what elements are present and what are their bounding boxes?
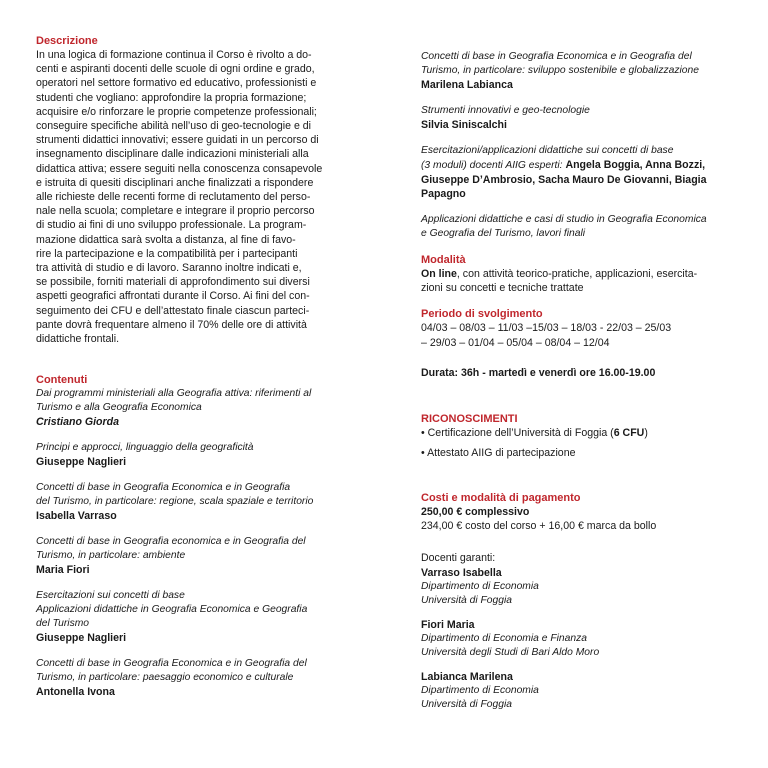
contenuti-heading: Contenuti (36, 374, 88, 387)
garante (421, 618, 733, 660)
descrizione-line: alle richieste delle recenti forme di reclutamento del perso- (36, 191, 311, 204)
course-module (36, 589, 350, 645)
periodo-heading: Periodo di svolgimento (421, 308, 543, 321)
course-module (36, 481, 350, 523)
descrizione-line: e istruita di quesiti disciplinari anche finalizzati a rispondere (36, 176, 314, 189)
module-teacher: Isabella Varraso (36, 510, 117, 523)
module-teacher: Giuseppe D’Ambrosio, Sacha Mauro De Giovanni, Biagia (421, 174, 707, 186)
descrizione-line: didattica attiva; essere seguiti nella conoscenza consapevole (36, 162, 323, 175)
left-column (36, 34, 350, 711)
garante-dept: Dipartimento di Economia (421, 580, 539, 592)
garante (421, 566, 733, 608)
module-teacher: Giuseppe Naglieri (36, 456, 127, 469)
cfu-value: 6 CFU (613, 427, 645, 440)
descrizione-line: aspetti geografici affrontati durante il Corso. Ai fini del con- (36, 290, 310, 303)
riconoscimenti-heading: RICONOSCIMENTI (421, 413, 518, 426)
course-module (36, 441, 350, 469)
module-topic: Strumenti innovativi e geo-tecnologie (421, 105, 590, 116)
descrizione-line: mazione didattica sarà svolta a distanza, al fine di favo- (36, 233, 296, 246)
module-topic: Esercitazioni/applicazioni didattiche sui concetti di base (421, 145, 674, 156)
garante (421, 670, 733, 712)
module-topic: (3 moduli) docenti AIIG esperti: (421, 160, 563, 171)
module-topic: del Turismo, in particolare: regione, scala spaziale e territorio (36, 496, 314, 508)
module-teacher: Marilena Labianca (421, 79, 513, 91)
riconoscimento-item: • Attestato AIIG di partecipazione (421, 446, 733, 461)
module-teacher: Papagno (421, 188, 466, 200)
module-teacher: Cristiano Giorda (36, 416, 119, 429)
module-topic: Principi e approcci, linguaggio della geograficità (36, 442, 254, 454)
module-topic: e Geografia del Turismo, lavori finali (421, 228, 586, 239)
module-topic: Dai programmi ministeriali alla Geografia attiva: riferimenti al (36, 388, 312, 400)
descrizione-line: strumenti didattici innovativi; essere guidati in un percorso di (36, 134, 319, 147)
module-topic: Turismo, in particolare: sviluppo sostenibile e globalizzazione (421, 65, 699, 76)
garanti-label: Docenti garanti: (421, 552, 496, 565)
periodo-dates (421, 321, 733, 349)
descrizione-line: conseguire specifiche abilità nell’uso di geo-tecnologie e di (36, 120, 312, 133)
module-teacher: Maria Fiori (36, 564, 90, 577)
descrizione-line: seguimento dei CFU e dell’attestato finale ciascun parteci- (36, 304, 310, 317)
descrizione-line: tra attività di studio e di lavoro. Saranno inoltre indicati e, (36, 262, 302, 275)
course-module (421, 144, 733, 201)
costi-detail: 234,00 € costo del corso + 16,00 € marca da bollo (421, 520, 657, 533)
descrizione-line: In una logica di formazione continua il Corso è rivolto a do- (36, 49, 312, 61)
garante-uni: Università degli Studi di Bari Aldo Moro (421, 646, 600, 658)
costi-heading: Costi e modalità di pagamento (421, 492, 581, 505)
durata-text: Durata: 36h - martedì e venerdì ore 16.00-19.00 (421, 366, 656, 379)
descrizione-line: studenti che vogliano: approfondire la propria formazione; (36, 91, 307, 104)
module-topic: Turismo, in particolare: ambiente (36, 550, 186, 562)
modalita-bold: On line (421, 268, 457, 280)
module-topic: Turismo e alla Geografia Economica (36, 402, 202, 414)
module-teacher: Silvia Siniscalchi (421, 119, 507, 131)
module-topic: Concetti di base in Geografia Economica e in Geografia del (421, 51, 692, 62)
module-topic: Concetti di base in Geografia Economica e in Geografia del (36, 658, 307, 670)
course-module (421, 104, 733, 132)
right-column (421, 50, 733, 724)
descrizione-line: rire la partecipazione e la compatibilità per i partecipanti (36, 247, 298, 260)
descrizione-line: acquisire e/o rinforzare le proprie competenze professionali; (36, 105, 317, 118)
course-module (36, 535, 350, 577)
garante-uni: Università di Foggia (421, 594, 512, 606)
course-module (421, 213, 733, 241)
module-topic: del Turismo (36, 618, 90, 630)
descrizione-line: centi e aspiranti docenti delle scuole di ogni ordine e grado, (36, 63, 315, 76)
periodo-line: – 29/03 – 01/04 – 05/04 – 08/04 – 12/04 (421, 336, 610, 349)
descrizione-line: operatori nel settore formativo ed educativo, professionisti e (36, 77, 317, 90)
riconoscimento-item (421, 426, 733, 441)
descrizione-line: pante dovrà frequentare almeno il 70% delle ore di attività (36, 318, 307, 331)
garante-dept: Dipartimento di Economia (421, 684, 539, 696)
riconoscimento-text: Certificazione dell’Università di Foggia ( (427, 427, 614, 440)
modalita-text (421, 267, 733, 295)
module-teacher: Antonella Ivona (36, 686, 115, 699)
descrizione-line: se possibile, forniti materiali di approfondimento sui diversi (36, 276, 310, 289)
module-topic: Turismo, in particolare: paesaggio economico e culturale (36, 672, 294, 684)
module-topic: Concetti di base in Geografia economica e in Geografia del (36, 536, 306, 548)
module-teacher: Giuseppe Naglieri (36, 632, 127, 645)
descrizione-text (36, 48, 350, 346)
modalita-line: zioni su concetti e tecniche trattate (421, 282, 584, 295)
course-module (421, 50, 733, 92)
modalita-line (421, 267, 733, 281)
costi-total: 250,00 € complessivo (421, 506, 530, 519)
garante-name: Labianca Marilena (421, 670, 513, 683)
module-teacher: Angela Boggia, Anna Bozzi, (565, 159, 706, 171)
descrizione-line: nale nella scuola; completare e integrare il proprio percorso (36, 205, 315, 218)
riconoscimento-text: ) (644, 427, 648, 440)
periodo-line: 04/03 – 08/03 – 11/03 –15/03 – 18/03 - 22/03 – 25/03 (421, 322, 672, 335)
module-topic-line (421, 158, 733, 173)
module-topic: Concetti di base in Geografia Economica e in Geografia (36, 482, 291, 494)
module-topic: Applicazioni didattiche in Geografia Economica e Geografia (36, 604, 308, 616)
garante-dept: Dipartimento di Economia e Finanza (421, 632, 587, 644)
module-topic: Esercitazioni sui concetti di base (36, 590, 185, 602)
modalita-line-text: , con attività teorico-pratiche, applicazioni, esercita- (456, 268, 698, 280)
descrizione-heading: Descrizione (36, 35, 98, 47)
course-module (36, 657, 350, 699)
garante-name: Fiori Maria (421, 618, 475, 631)
course-module (36, 387, 350, 429)
descrizione-line: di studio ai fini di uno sviluppo professionale. La program- (36, 219, 307, 232)
descrizione-line: insegnamento disciplinare dalle indicazioni ministeriali alla (36, 148, 309, 161)
module-topic: Applicazioni didattiche e casi di studio in Geografia Economica (421, 214, 707, 225)
garante-uni: Università di Foggia (421, 698, 512, 710)
garante-name: Varraso Isabella (421, 566, 502, 579)
descrizione-line: didattiche frontali. (36, 333, 120, 346)
modalita-heading: Modalità (421, 254, 466, 266)
